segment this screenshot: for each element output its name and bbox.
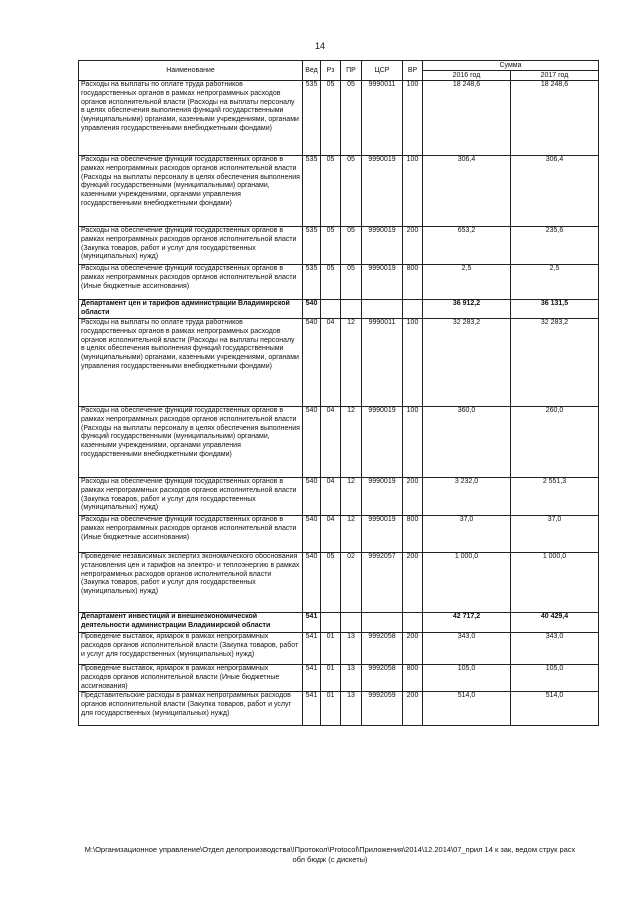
table-header [79,61,599,81]
sum-2017-cell: 32 283,2 [511,319,599,407]
vr-cell [403,613,423,633]
pr-cell: 12 [341,319,362,407]
sum-2016-cell: 105,0 [423,665,511,692]
rz-cell [321,613,341,633]
sum-2017-cell: 18 248,6 [511,81,599,156]
sum-2017-cell: 1 000,0 [511,553,599,613]
ved-cell: 541 [303,665,321,692]
csr-cell: 9990019 [362,407,403,478]
ved-cell: 540 [303,516,321,553]
table-row [79,227,599,265]
csr-cell: 9992058 [362,633,403,665]
ved-cell: 535 [303,265,321,300]
footer-line-2: обл бюдж (с дискеты) [292,855,368,864]
row-name-cell: Расходы на обеспечение функций государственных органов в рамках непрограммных расходов органов исполнительной власти (Иные бюджетные ассигнования) [79,516,303,553]
sum-2017-cell: 514,0 [511,692,599,726]
csr-cell: 9990019 [362,227,403,265]
sum-2016-cell: 343,0 [423,633,511,665]
ved-cell: 541 [303,613,321,633]
rz-cell: 05 [321,156,341,227]
sum-2017-cell: 235,6 [511,227,599,265]
sum-2016-cell: 37,0 [423,516,511,553]
vr-cell: 200 [403,227,423,265]
sum-2017-cell: 36 131,5 [511,300,599,319]
csr-cell: 9990019 [362,156,403,227]
ved-cell: 541 [303,633,321,665]
rz-cell: 05 [321,81,341,156]
csr-cell: 9992057 [362,553,403,613]
vr-cell: 800 [403,665,423,692]
sum-2017-cell: 2 551,3 [511,478,599,516]
table-row [79,156,599,227]
pr-cell: 05 [341,265,362,300]
rz-cell: 01 [321,692,341,726]
rz-cell: 05 [321,553,341,613]
pr-cell: 13 [341,665,362,692]
sum-2017-cell: 105,0 [511,665,599,692]
sum-2016-cell: 3 232,0 [423,478,511,516]
department-row [79,300,599,319]
row-name-cell: Представительские расходы в рамках непрограммных расходов органов исполнительной власти (Закупка товаров, работ и услуг для государственных (муниципальных) нужд) [79,692,303,726]
table-row [79,665,599,692]
table-row [79,319,599,407]
sum-2017-cell: 343,0 [511,633,599,665]
sum-2016-cell: 36 912,2 [423,300,511,319]
sum-2016-cell: 653,2 [423,227,511,265]
header-pr: ПР [341,61,362,81]
csr-cell: 9990011 [362,81,403,156]
sum-2016-cell: 306,4 [423,156,511,227]
sum-2016-cell: 18 248,6 [423,81,511,156]
ved-cell: 535 [303,81,321,156]
pr-cell: 12 [341,478,362,516]
sum-2017-cell: 37,0 [511,516,599,553]
pr-cell: 05 [341,156,362,227]
vr-cell: 200 [403,553,423,613]
csr-cell: 9992058 [362,665,403,692]
row-name-cell: Расходы на выплаты по оплате труда работников государственных органов в рамках непрограммных расходов органов исполнительной власти (Расходы на выплаты персоналу в целях обеспечения выполнения функций государственными (муниципальными) органами, казенными учреждениями, органами управления государственными внебюджетными фондами) [79,81,303,156]
header-year-2017: 2017 год [511,71,599,81]
vr-cell: 100 [403,319,423,407]
row-name-cell: Департамент инвестиций и внешнеэкономической деятельности администрации Владимирской области [79,613,303,633]
department-row [79,613,599,633]
vr-cell: 800 [403,516,423,553]
rz-cell: 04 [321,319,341,407]
footer-line-1: M:\Организационное управление\Отдел делопроизводства\!Протокол\Protocol\Приложения\2014\12.2014\07_прил 14 к зак, ведом струк расх [84,845,576,854]
row-name-cell: Расходы на обеспечение функций государственных органов в рамках непрограммных расходов органов исполнительной власти (Расходы на выплаты персоналу в целях обеспечения выполнения функций государственными (муниципальными) органами, казенными учреждениями, органами управления государственными внебюджетными фондами) [79,156,303,227]
budget-table [78,60,599,726]
row-name-cell: Расходы на обеспечение функций государственных органов в рамках непрограммных расходов органов исполнительной власти (Иные бюджетные ассигнования) [79,265,303,300]
file-path-footer [70,845,590,865]
row-name-cell: Проведение выставок, ярмарок в рамках непрограммных расходов органов исполнительной власти (Закупка товаров, работ и услуг для государственных (муниципальных) нужд) [79,633,303,665]
sum-2016-cell: 514,0 [423,692,511,726]
rz-cell: 04 [321,407,341,478]
vr-cell [403,300,423,319]
rz-cell: 05 [321,227,341,265]
pr-cell [341,613,362,633]
vr-cell: 200 [403,478,423,516]
vr-cell: 100 [403,81,423,156]
csr-cell: 9990019 [362,265,403,300]
pr-cell: 12 [341,516,362,553]
vr-cell: 800 [403,265,423,300]
pr-cell [341,300,362,319]
row-name-cell: Расходы на обеспечение функций государственных органов в рамках непрограммных расходов органов исполнительной власти (Закупка товаров, работ и услуг для государственных (муниципальных) нужд) [79,227,303,265]
pr-cell: 02 [341,553,362,613]
sum-2016-cell: 42 717,2 [423,613,511,633]
table-row [79,407,599,478]
csr-cell [362,613,403,633]
rz-cell: 04 [321,516,341,553]
ved-cell: 540 [303,553,321,613]
sum-2016-cell: 32 283,2 [423,319,511,407]
header-csr: ЦСР [362,61,403,81]
page-number: 14 [314,41,325,51]
row-name-cell: Расходы на обеспечение функций государственных органов в рамках непрограммных расходов органов исполнительной власти (Расходы на выплаты персоналу в целях обеспечения выполнения функций государственными (муниципальными) органами, казенными учреждениями, органами управления государственными внебюджетными фондами) [79,407,303,478]
vr-cell: 200 [403,692,423,726]
sum-2016-cell: 2,5 [423,265,511,300]
header-vr: ВР [403,61,423,81]
ved-cell: 540 [303,319,321,407]
table-row [79,81,599,156]
rz-cell: 04 [321,478,341,516]
csr-cell [362,300,403,319]
sum-2016-cell: 360,0 [423,407,511,478]
vr-cell: 200 [403,633,423,665]
table-row [79,265,599,300]
table-row [79,692,599,726]
header-rz: Рз [321,61,341,81]
ved-cell: 535 [303,156,321,227]
sum-2017-cell: 260,0 [511,407,599,478]
rz-cell [321,300,341,319]
row-name-cell: Расходы на выплаты по оплате труда работников государственных органов в рамках непрограммных расходов органов исполнительной власти (Расходы на выплаты персоналу в целях обеспечения выполнения функций государственными (муниципальными) органами, казенными учреждениями, органами управления государственными внебюджетными фондами) [79,319,303,407]
sum-2017-cell: 2,5 [511,265,599,300]
ved-cell: 540 [303,478,321,516]
rz-cell: 01 [321,633,341,665]
row-name-cell: Проведение выставок, ярмарок в рамках непрограммных расходов органов исполнительной власти (Иные бюджетные ассигнования) [79,665,303,692]
header-name: Наименование [79,61,303,81]
table-row [79,478,599,516]
sum-2017-cell: 306,4 [511,156,599,227]
row-name-cell: Расходы на обеспечение функций государственных органов в рамках непрограммных расходов органов исполнительной власти (Закупка товаров, работ и услуг для государственных (муниципальных) нужд) [79,478,303,516]
ved-cell: 540 [303,300,321,319]
table-row [79,516,599,553]
pr-cell: 05 [341,81,362,156]
header-sum: Сумма [423,61,599,71]
sum-2017-cell: 40 429,4 [511,613,599,633]
ved-cell: 535 [303,227,321,265]
sum-2016-cell: 1 000,0 [423,553,511,613]
pr-cell: 12 [341,407,362,478]
pr-cell: 13 [341,692,362,726]
rz-cell: 01 [321,665,341,692]
ved-cell: 540 [303,407,321,478]
row-name-cell: Проведение независимых экспертиз экономического обоснования установления цен и тарифов на электро- и теплоэнергию в рамках непрограммных расходов органов исполнительной власти (Закупка товаров, работ и услуг для государственных (муниципальных) нужд) [79,553,303,613]
row-name-cell: Департамент цен и тарифов администрации Владимирской области [79,300,303,319]
table-row [79,553,599,613]
vr-cell: 100 [403,407,423,478]
ved-cell: 541 [303,692,321,726]
table-body [79,81,599,726]
header-ved: Вед [303,61,321,81]
csr-cell: 9992059 [362,692,403,726]
csr-cell: 9990011 [362,319,403,407]
csr-cell: 9990019 [362,516,403,553]
csr-cell: 9990019 [362,478,403,516]
pr-cell: 13 [341,633,362,665]
table-row [79,633,599,665]
header-year-2016: 2016 год [423,71,511,81]
pr-cell: 05 [341,227,362,265]
rz-cell: 05 [321,265,341,300]
vr-cell: 100 [403,156,423,227]
